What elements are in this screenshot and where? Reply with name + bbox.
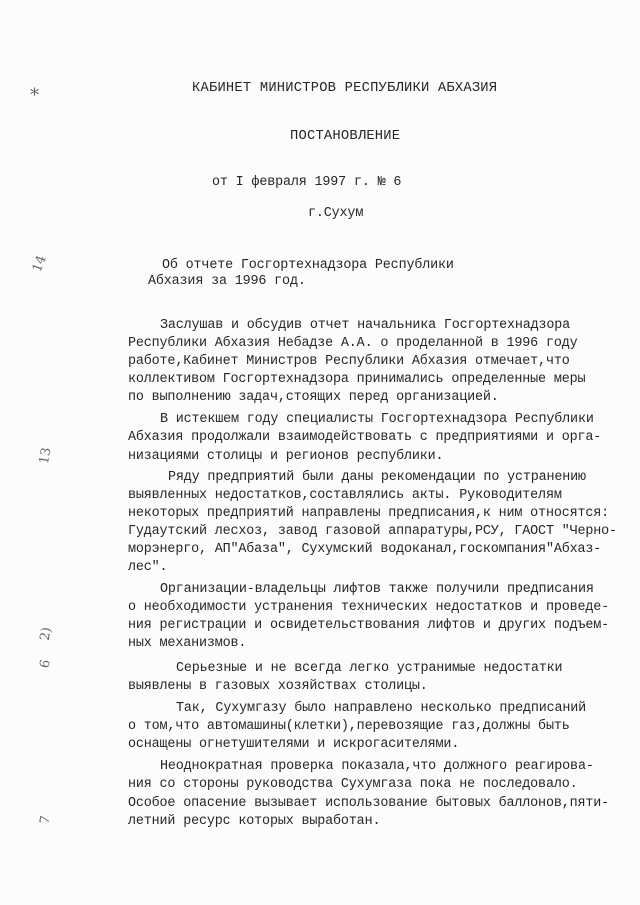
body-line: по выполнению задач,стоящих перед организацией. bbox=[128, 390, 499, 405]
body-line: работе,Кабинет Министров Республики Абхазия отмечает,что bbox=[128, 354, 570, 369]
body-line: низациями столицы и регионов республики. bbox=[128, 449, 444, 464]
body-line: Республики Абхазия Небадзе А.А. о проделанной в 1996 году bbox=[128, 336, 578, 351]
body-line: Особое опасение вызывает использование бытовых баллонов,пяти- bbox=[128, 796, 610, 811]
body-line: Неоднократная проверка показала,что должного реагирова- bbox=[160, 759, 594, 774]
body-line: некоторых предприятий направлены предписания,к ним относятся: bbox=[128, 506, 610, 521]
body-line: оснащены огнетушителями и искрогасителями. bbox=[128, 737, 460, 752]
margin-mark: 13 bbox=[36, 446, 55, 466]
body-line: выявлены в газовых хозяйствах столицы. bbox=[128, 679, 428, 694]
body-line: морэнерго, АП"Абаза", Сухумский водоканал,госкомпания"Абхаз- bbox=[128, 542, 602, 557]
body-line: Серьезные и не всегда легко устранимые недостатки bbox=[176, 661, 563, 676]
body-line: Организации-владельцы лифтов также получили предписания bbox=[160, 582, 594, 597]
body-line: Так, Сухумгазу было направлено несколько предписаний bbox=[176, 701, 587, 716]
organization-heading: КАБИНЕТ МИНИСТРОВ РЕСПУБЛИКИ АБХАЗИЯ bbox=[192, 81, 498, 96]
body-line: Гудаутский лесхоз, завод газовой аппаратуры,РСУ, ГАОСТ "Черно- bbox=[128, 524, 617, 539]
body-line: ния регистрации и освидетельствования лифтов и других подъем- bbox=[128, 618, 610, 633]
body-line: ных механизмов. bbox=[128, 636, 247, 651]
margin-mark: 14 bbox=[29, 253, 50, 275]
margin-mark: 6 bbox=[37, 658, 54, 670]
body-line: коллективом Госгортехнадзора принимались определенные меры bbox=[128, 372, 586, 387]
body-line: лес". bbox=[128, 560, 168, 575]
body-line: В истекшем году специалисты Госгортехнадзора Республики bbox=[160, 412, 594, 427]
subject-line: Абхазия за 1996 год. bbox=[148, 274, 306, 289]
body-line: выявленных недостатков,составлялись акты. Руководителям bbox=[128, 488, 562, 503]
body-line: летний ресурс которых выработан. bbox=[128, 814, 381, 829]
margin-mark: 2) bbox=[37, 626, 55, 642]
margin-mark: * bbox=[30, 85, 39, 106]
body-line: Заслушав и обсудив отчет начальника Госгортехнадзора bbox=[160, 318, 571, 333]
body-line: о необходимости устранения технических недостатков и проведе- bbox=[128, 600, 610, 615]
body-line: Ряду предприятий были даны рекомендации по устранению bbox=[168, 470, 586, 485]
subject-line: Об отчете Госгортехнадзора Республики bbox=[162, 258, 454, 273]
margin-mark: 7 bbox=[37, 814, 54, 826]
document-type-heading: ПОСТАНОВЛЕНИЕ bbox=[290, 129, 401, 144]
place-line: г.Сухум bbox=[308, 206, 364, 221]
body-line: Абхазия продолжали взаимодействовать с предприятиями и орга- bbox=[128, 430, 602, 445]
body-line: о том,что автомашины(клетки),перевозящие газ,должны быть bbox=[128, 719, 570, 734]
date-line: от I февраля 1997 г. № 6 bbox=[212, 175, 402, 190]
body-line: ния со стороны руководства Сухумгаза пока не последовало. bbox=[128, 777, 578, 792]
